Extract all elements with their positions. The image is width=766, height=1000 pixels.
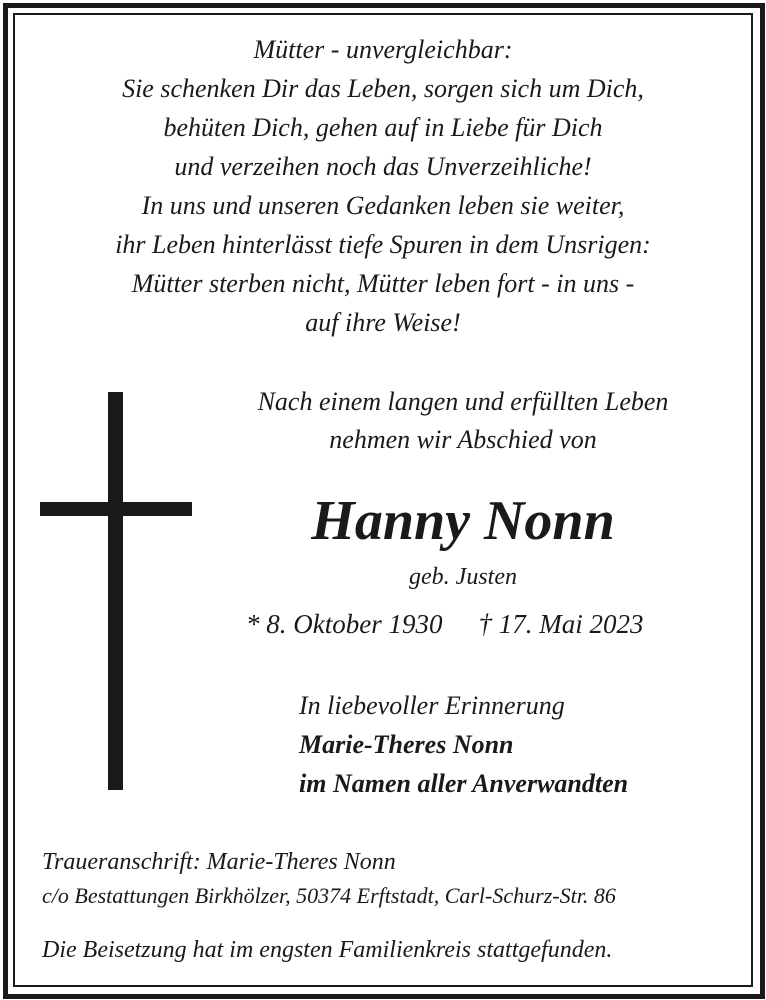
address-line: Traueranschrift: Marie-Theres Nonn [42,849,396,875]
burial-note: Die Beisetzung hat im engsten Familienkreis stattgefunden. [42,937,613,963]
life-dates [246,606,643,642]
poem-line: Mütter sterben nicht, Mütter leben fort - in uns - [131,269,635,298]
memory-line: In liebevoller Erinnerung [299,691,565,720]
mourning-address [42,845,616,913]
poem-line: auf ihre Weise! [305,308,461,337]
cross-icon [40,392,192,792]
poem-line: und verzeihen noch das Unverzeihliche! [174,152,592,181]
birth-date: * 8. Oktober 1930 [246,609,443,639]
address-line: c/o Bestattungen Birkhölzer, 50374 Erftstadt, Carl-Schurz-Str. 86 [42,883,616,908]
poem-line: behüten Dich, gehen auf in Liebe für Dich [163,113,603,142]
intro-text [200,383,726,459]
cross-horizontal-beam [40,502,192,516]
poem-line: In uns und unseren Gedanken leben sie weiter, [141,191,625,220]
deceased-name: Hanny Nonn [311,490,615,552]
mourner-name: Marie-Theres Nonn [299,730,514,759]
intro-line: Nach einem langen und erfüllten Leben [257,387,669,416]
family-line: im Namen aller Anverwandten [299,769,629,798]
death-date: † 17. Mai 2023 [478,609,644,639]
intro-line: nehmen wir Abschied von [329,425,597,454]
poem [0,30,766,342]
poem-line: ihr Leben hinterlässt tiefe Spuren in dem Unsrigen: [115,230,651,259]
cross-vertical-beam [108,392,123,790]
poem-line: Mütter - unvergleichbar: [253,35,513,64]
memory-block [299,686,628,803]
poem-line: Sie schenken Dir das Leben, sorgen sich um Dich, [122,74,644,103]
maiden-name: geb. Justen [409,564,517,590]
